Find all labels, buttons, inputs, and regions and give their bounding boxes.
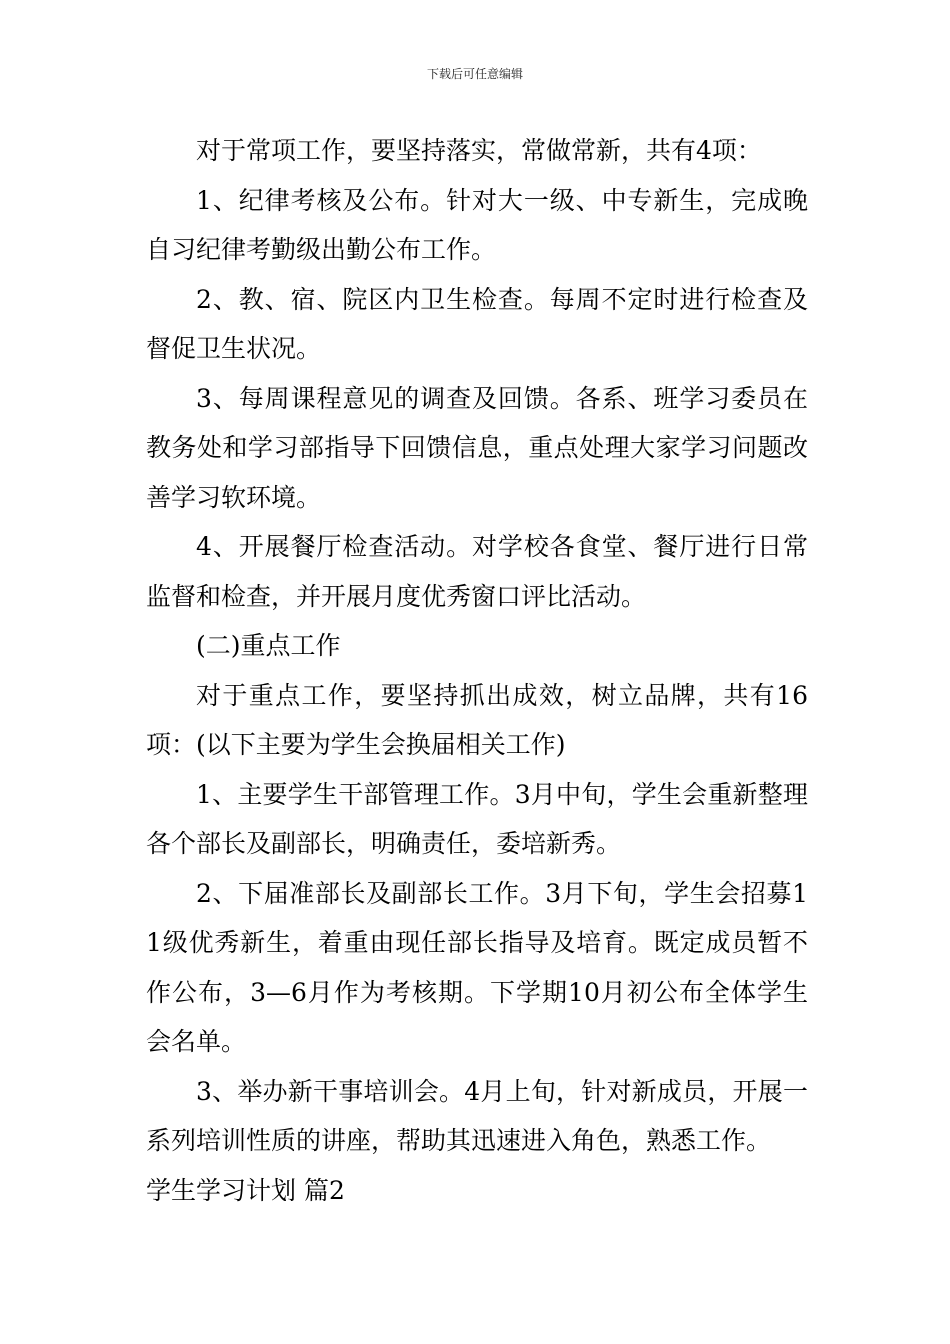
paragraph-routine-item-2: 2、教、宿、院区内卫生检查。每周不定时进行检查及督促卫生状况。 (146, 284, 808, 363)
next-section-title: 学生学习计划 篇2 (146, 1175, 345, 1205)
paragraph-routine-item-3: 3、每周课程意见的调查及回馈。各系、班学习委员在教务处和学习部指导下回馈信息，重点处理大家学习问题改善学习软环境。 (146, 383, 808, 512)
section-heading-key-work: (二)重点工作 (196, 631, 341, 660)
paragraph-routine-item-4: 4、开展餐厅检查活动。对学校各食堂、餐厅进行日常监督和检查，并开展月度优秀窗口评比活动。 (146, 532, 808, 611)
document-body (146, 126, 808, 1215)
paragraph-key-intro: 对于重点工作，要坚持抓出成效，树立品牌，共有16项：(以下主要为学生会换届相关工作) (146, 680, 808, 759)
paragraph-key-item-2: 2、下届准部长及副部长工作。3月下旬，学生会招募11级优秀新生，着重由现任部长指导及培育。既定成员暂不作公布，3—6月作为考核期。下学期10月初公布全体学生会名单。 (146, 878, 808, 1056)
paragraph-routine-item-1: 1、纪律考核及公布。针对大一级、中专新生，完成晚自习纪律考勤级出勤公布工作。 (146, 185, 808, 264)
page-header: 下载后可任意编辑 (426, 67, 523, 81)
paragraph-key-item-1: 1、主要学生干部管理工作。3月中旬，学生会重新整理各个部长及副部长，明确责任，委培新秀。 (146, 779, 808, 858)
paragraph-routine-intro: 对于常项工作，要坚持落实，常做常新，共有4项： (196, 136, 762, 165)
paragraph-key-item-3: 3、举办新干事培训会。4月上旬，针对新成员，开展一系列培训性质的讲座，帮助其迅速进入角色，熟悉工作。 (146, 1076, 808, 1155)
